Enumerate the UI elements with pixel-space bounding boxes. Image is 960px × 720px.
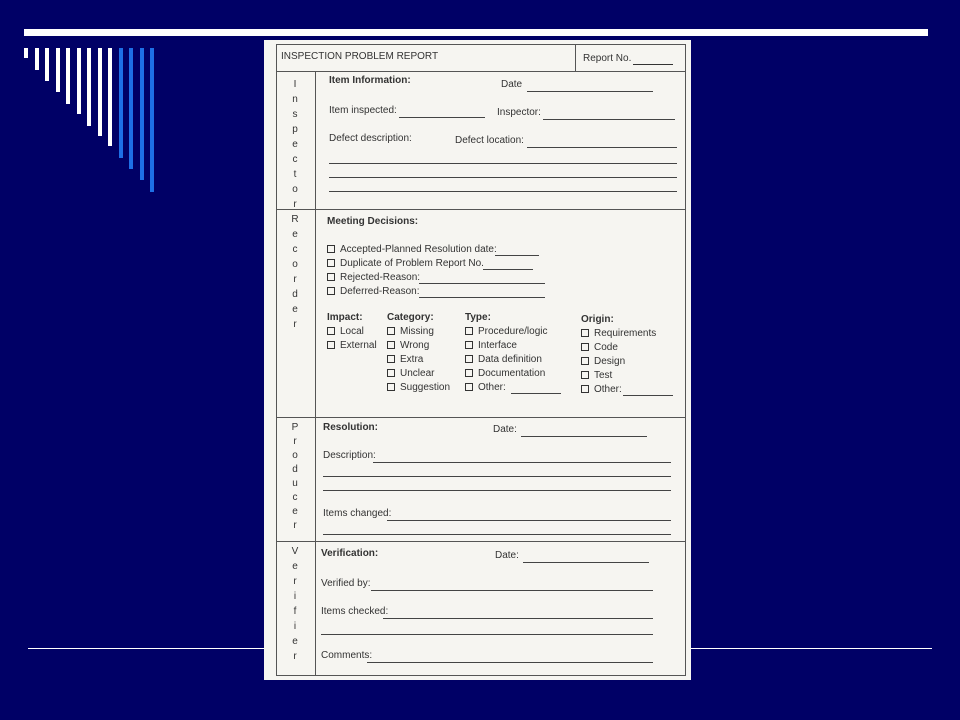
- role-label-producer: [277, 418, 316, 542]
- resolution-date-label: Date:: [493, 424, 517, 435]
- inspector-field[interactable]: [543, 119, 675, 120]
- role-letter: r: [293, 520, 297, 531]
- role-letter: p: [292, 124, 298, 135]
- resolution-heading: Resolution:: [323, 422, 378, 433]
- role-letter: d: [292, 289, 298, 300]
- type-heading: Type:: [465, 312, 491, 323]
- role-letter: I: [293, 79, 297, 90]
- option-label: Design: [594, 356, 626, 367]
- checkbox-option[interactable]: [465, 368, 545, 379]
- checkbox-option[interactable]: [581, 328, 656, 339]
- deco-bar: [119, 48, 123, 158]
- item-information-heading: Item Information:: [329, 75, 411, 86]
- rejected-reason-field[interactable]: [419, 283, 545, 284]
- meeting-decisions-heading: Meeting Decisions:: [327, 216, 419, 227]
- option-label: Code: [594, 342, 618, 353]
- origin-heading: Origin:: [581, 314, 614, 325]
- role-letter: u: [292, 478, 298, 489]
- role-letter: c: [292, 244, 298, 255]
- checkbox-option[interactable]: [581, 356, 625, 367]
- checkbox[interactable]: [387, 369, 395, 377]
- checkbox-option[interactable]: [387, 368, 434, 379]
- comments-label: Comments:: [321, 650, 373, 661]
- producer-section: [277, 417, 685, 542]
- role-letter: s: [292, 109, 298, 120]
- checkbox[interactable]: [387, 327, 395, 335]
- deco-bar: [24, 48, 28, 58]
- checkbox-option[interactable]: [327, 326, 364, 337]
- option-label: External: [340, 340, 377, 351]
- defect-description-line[interactable]: [329, 163, 677, 164]
- checkbox-option[interactable]: [465, 340, 517, 351]
- checkbox[interactable]: [465, 341, 473, 349]
- decision-label: Accepted-Planned Resolution date:: [340, 244, 497, 255]
- defect-description-label: Defect description:: [329, 133, 412, 144]
- role-letter: i: [293, 591, 297, 602]
- verified-by-field[interactable]: [371, 590, 653, 591]
- checkbox[interactable]: [581, 343, 589, 351]
- recorder-section: [277, 209, 685, 418]
- top-rule: [24, 29, 928, 36]
- decision-duplicate[interactable]: [327, 258, 484, 269]
- option-label: Procedure/logic: [478, 326, 548, 337]
- role-letter: e: [292, 139, 298, 150]
- role-letter: i: [293, 621, 297, 632]
- checkbox[interactable]: [465, 369, 473, 377]
- option-label: Data definition: [478, 354, 542, 365]
- item-inspected-label: Item inspected:: [329, 105, 397, 116]
- option-label: Interface: [478, 340, 517, 351]
- description-line[interactable]: [373, 462, 671, 463]
- deco-bar: [77, 48, 81, 114]
- role-letter: r: [293, 436, 297, 447]
- option-label: Test: [594, 370, 613, 381]
- description-label: Description:: [323, 450, 376, 461]
- role-letter: o: [292, 259, 298, 270]
- role-letter: e: [292, 506, 298, 517]
- decision-label: Duplicate of Problem Report No.: [340, 258, 484, 269]
- inspector-section: [277, 71, 685, 209]
- verification-date-field[interactable]: [523, 562, 649, 563]
- checkbox-option[interactable]: [465, 382, 506, 393]
- role-letter: V: [291, 546, 299, 557]
- role-letter: r: [293, 274, 297, 285]
- checkbox[interactable]: [465, 355, 473, 363]
- role-letter: R: [291, 214, 299, 225]
- defect-description-line[interactable]: [329, 177, 677, 178]
- deco-bar: [98, 48, 102, 136]
- duplicate-report-field[interactable]: [483, 269, 533, 270]
- role-letter: t: [293, 169, 297, 180]
- role-letter: c: [292, 492, 298, 503]
- option-label: Missing: [400, 326, 434, 337]
- checkbox-option[interactable]: [581, 342, 618, 353]
- deco-bar: [87, 48, 91, 126]
- checkbox[interactable]: [581, 371, 589, 379]
- items-changed-line[interactable]: [387, 520, 671, 521]
- checkbox-option[interactable]: [465, 354, 542, 365]
- option-label: Other:: [594, 384, 622, 395]
- form-header: [277, 45, 685, 72]
- checkbox[interactable]: [465, 383, 473, 391]
- decision-rejected[interactable]: [327, 272, 420, 283]
- impact-heading: Impact:: [327, 312, 363, 323]
- checkbox[interactable]: [581, 385, 589, 393]
- defect-location-label: Defect location:: [455, 135, 524, 146]
- role-letter: P: [291, 422, 299, 433]
- defect-description-line[interactable]: [329, 191, 677, 192]
- checkbox[interactable]: [327, 273, 335, 281]
- role-label-inspector: [277, 71, 316, 209]
- report-no-label: Report No.: [583, 53, 632, 64]
- checkbox[interactable]: [581, 357, 589, 365]
- option-label: Documentation: [478, 368, 546, 379]
- checkbox[interactable]: [327, 341, 335, 349]
- deferred-reason-field[interactable]: [419, 297, 545, 298]
- inspection-problem-report-form: [276, 44, 686, 676]
- deco-bar: [129, 48, 133, 169]
- description-line[interactable]: [323, 476, 671, 477]
- checkbox-option[interactable]: [581, 384, 622, 395]
- resolution-date-field[interactable]: [495, 255, 539, 256]
- deco-bar: [66, 48, 70, 104]
- role-letter: d: [292, 464, 298, 475]
- category-heading: Category:: [387, 312, 434, 323]
- checkbox-option[interactable]: [327, 340, 377, 351]
- defect-location-field[interactable]: [527, 147, 677, 148]
- option-label: Other:: [478, 382, 506, 393]
- option-label: Wrong: [400, 340, 430, 351]
- verification-heading: Verification:: [321, 548, 379, 559]
- role-letter: c: [292, 154, 298, 165]
- role-letter: r: [293, 576, 297, 587]
- checkbox-option[interactable]: [387, 326, 434, 337]
- decision-accepted[interactable]: [327, 244, 497, 255]
- checkbox[interactable]: [387, 341, 395, 349]
- date-label: Date: [501, 79, 523, 90]
- role-letter: n: [292, 94, 298, 105]
- origin-other-field[interactable]: [623, 395, 673, 396]
- decision-label: Rejected-Reason:: [340, 272, 421, 283]
- items-checked-label: Items checked:: [321, 606, 389, 617]
- comments-field[interactable]: [367, 662, 653, 663]
- checkbox[interactable]: [465, 327, 473, 335]
- role-letter: e: [292, 636, 298, 647]
- decision-deferred[interactable]: [327, 286, 419, 297]
- option-label: Requirements: [594, 328, 657, 339]
- deco-bar: [140, 48, 144, 180]
- verifier-section: [277, 541, 685, 676]
- option-label: Suggestion: [400, 382, 451, 393]
- role-label-recorder: [277, 210, 316, 418]
- deco-bar: [150, 48, 154, 192]
- checkbox[interactable]: [387, 383, 395, 391]
- checkbox[interactable]: [327, 259, 335, 267]
- inspector-label: Inspector:: [497, 107, 541, 118]
- checkbox[interactable]: [327, 287, 335, 295]
- decision-label: Deferred-Reason:: [340, 286, 420, 297]
- role-letter: r: [293, 199, 297, 210]
- items-changed-line[interactable]: [323, 534, 671, 535]
- option-label: Unclear: [400, 368, 435, 379]
- scanned-form-page: [264, 40, 691, 680]
- role-letter: o: [292, 450, 298, 461]
- deco-bar: [56, 48, 60, 92]
- checkbox[interactable]: [327, 245, 335, 253]
- option-label: Local: [340, 326, 364, 337]
- item-inspected-field[interactable]: [399, 117, 485, 118]
- checkbox-option[interactable]: [387, 382, 450, 393]
- deco-bar: [108, 48, 112, 146]
- type-other-field[interactable]: [511, 393, 561, 394]
- role-letter: f: [293, 606, 297, 617]
- role-letter: o: [292, 184, 298, 195]
- role-letter: e: [292, 229, 298, 240]
- verified-by-label: Verified by:: [321, 578, 371, 589]
- role-letter: r: [293, 319, 297, 330]
- role-letter: r: [293, 651, 297, 662]
- role-label-verifier: [277, 542, 316, 676]
- date-field[interactable]: [527, 91, 653, 92]
- resolution-date-input[interactable]: [521, 436, 647, 437]
- option-label: Extra: [400, 354, 424, 365]
- checkbox[interactable]: [581, 329, 589, 337]
- checkbox[interactable]: [387, 355, 395, 363]
- role-letter: e: [292, 304, 298, 315]
- description-line[interactable]: [323, 490, 671, 491]
- header-divider: [575, 45, 576, 71]
- items-changed-label: Items changed:: [323, 508, 392, 519]
- checkbox-option[interactable]: [387, 354, 423, 365]
- items-checked-line[interactable]: [383, 618, 653, 619]
- checkbox-option[interactable]: [581, 370, 612, 381]
- role-letter: e: [292, 561, 298, 572]
- items-checked-line[interactable]: [321, 634, 653, 635]
- checkbox[interactable]: [327, 327, 335, 335]
- deco-bar: [35, 48, 39, 70]
- checkbox-option[interactable]: [465, 326, 547, 337]
- deco-bar: [45, 48, 49, 81]
- report-no-field[interactable]: [633, 64, 673, 65]
- checkbox-option[interactable]: [387, 340, 429, 351]
- verification-date-label: Date:: [495, 550, 519, 561]
- form-title: INSPECTION PROBLEM REPORT: [281, 51, 439, 62]
